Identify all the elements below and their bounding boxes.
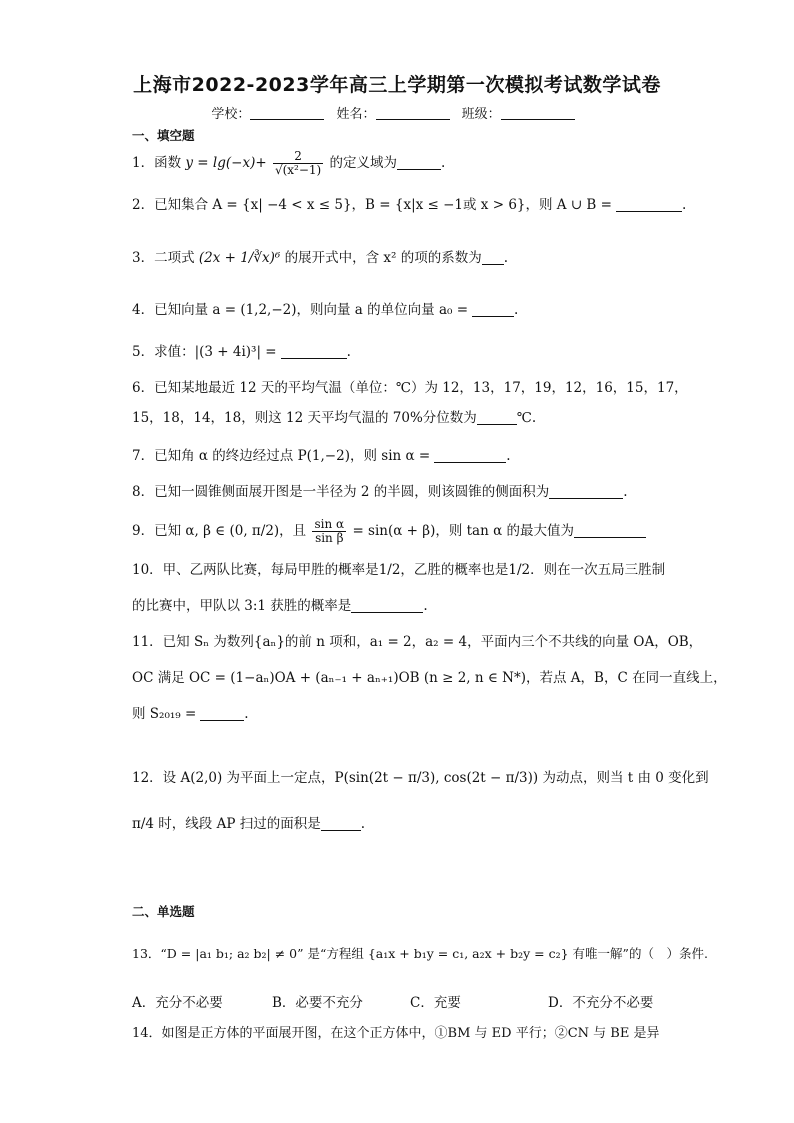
name-label: 姓名： xyxy=(336,107,376,122)
class-blank[interactable] xyxy=(501,107,575,120)
question-2: 2．已知集合 A = {x| −4 < x ≤ 5}，B = {x|x ≤ −1或 x > 6}，则 A ∪ B = . xyxy=(132,197,687,213)
q9-fraction: $\frac{\text{sin α}}{\text{sin β}}$ xyxy=(314,517,345,545)
option-d[interactable]: D．不充分不必要 xyxy=(548,995,654,1011)
question-5: 5．求值：|(3 + 4i)³| = . xyxy=(132,344,351,360)
answer-blank-3[interactable] xyxy=(482,251,504,265)
option-a[interactable]: A．充分不必要 xyxy=(132,995,223,1011)
answer-blank-5[interactable] xyxy=(281,345,347,359)
answer-blank-4[interactable] xyxy=(472,303,514,317)
school-blank[interactable] xyxy=(250,107,324,120)
section-fill-in: 一、填空题 xyxy=(132,128,195,143)
name-blank[interactable] xyxy=(376,107,450,120)
question-8: 8．已知一圆锥侧面展开图是一半径为 2 的半圆，则该圆锥的侧面积为 . xyxy=(132,484,628,500)
exam-title: 上海市2022-2023学年高三上学期第一次模拟考试数学试卷 xyxy=(133,74,661,96)
answer-blank-8[interactable] xyxy=(549,485,623,499)
answer-blank-11[interactable] xyxy=(200,707,244,721)
answer-blank-2[interactable] xyxy=(616,198,682,212)
question-13: 13．“D = |a₁ b₁; a₂ b₂| ≠ 0” 是“方程组 {a₁x + b₁y = c₁, a₂x + b₂y = c₂} 有唯一解”的（ ）条件. xyxy=(132,946,708,961)
answer-blank-6[interactable] xyxy=(477,411,517,425)
answer-blank-1[interactable] xyxy=(397,156,441,170)
class-label: 班级： xyxy=(461,107,501,122)
question-7: 7．已知角 α 的终边经过点 P(1,−2)，则 sin α = . xyxy=(132,448,511,464)
option-b[interactable]: B．必要不充分 xyxy=(272,995,363,1011)
q1-fraction: $\frac{2}{\text{√(x²−1)}}$ xyxy=(274,149,322,177)
answer-blank-7[interactable] xyxy=(434,449,506,463)
question-14: 14．如图是正方体的平面展开图，在这个正方体中，①BM 与 ED 平行；②CN 与 BE 是异 xyxy=(132,1026,660,1041)
answer-blank-12[interactable] xyxy=(321,817,361,831)
question-1: 1．函数 y = lg(−x)+ $\frac{2}{\text{√(x²−1)}}$ 的定义域为 . xyxy=(132,149,446,177)
question-9: 9．已知 α, β ∈ (0, π/2)，且 $\frac{\text{sin α}}{\text{sin β}}$ = sin(α + β)，则 tan α 的最大值为 xyxy=(132,518,672,545)
section-single-choice: 二、单选题 xyxy=(132,904,195,919)
question-6: 6．已知某地最近 12 天的平均气温（单位：℃）为 12，13，17，19，12，16，15，17， 15，18，14，18，则这 12 天平均气温的 70%分位数为 ℃. xyxy=(132,380,688,426)
question-12: 12．设 A(2,0) 为平面上一定点，P(sin(2t − π/3), cos(2t − π/3)) 为动点，则当 t 由 0 变化到 π/4 时，线段 AP 扫过的面积是 . xyxy=(132,770,709,832)
question-3: 3．二项式 (2x + 1/∛x)⁶ 的展开式中，含 x² 的项的系数为 . xyxy=(132,250,508,266)
question-10: 10．甲、乙两队比赛，每局甲胜的概率是1/2，乙胜的概率也是1/2．则在一次五局三胜制 的比赛中，甲队以 3:1 获胜的概率是 . xyxy=(132,562,666,614)
question-4: 4．已知向量 a = (1,2,−2)，则向量 a 的单位向量 a₀ = . xyxy=(132,302,519,318)
question-11: 11．已知 Sₙ 为数列{aₙ}的前 n 项和，a₁ = 2，a₂ = 4，平面内三个不共线的向量 OA，OB， OC 满足 OC = (1−aₙ)OA + (aₙ₋₁ + aₙ₊₁)OB (n ≥ 2, n ∈ N*)，若点 A，B，C 在同一直线上， 则 S₂₀₁₉ = . xyxy=(132,634,727,722)
school-label: 学校： xyxy=(211,107,251,122)
option-c[interactable]: C．充要 xyxy=(410,995,461,1011)
answer-blank-10[interactable] xyxy=(351,599,423,613)
answer-blank-9[interactable] xyxy=(574,524,646,538)
student-info-line xyxy=(0,103,794,122)
